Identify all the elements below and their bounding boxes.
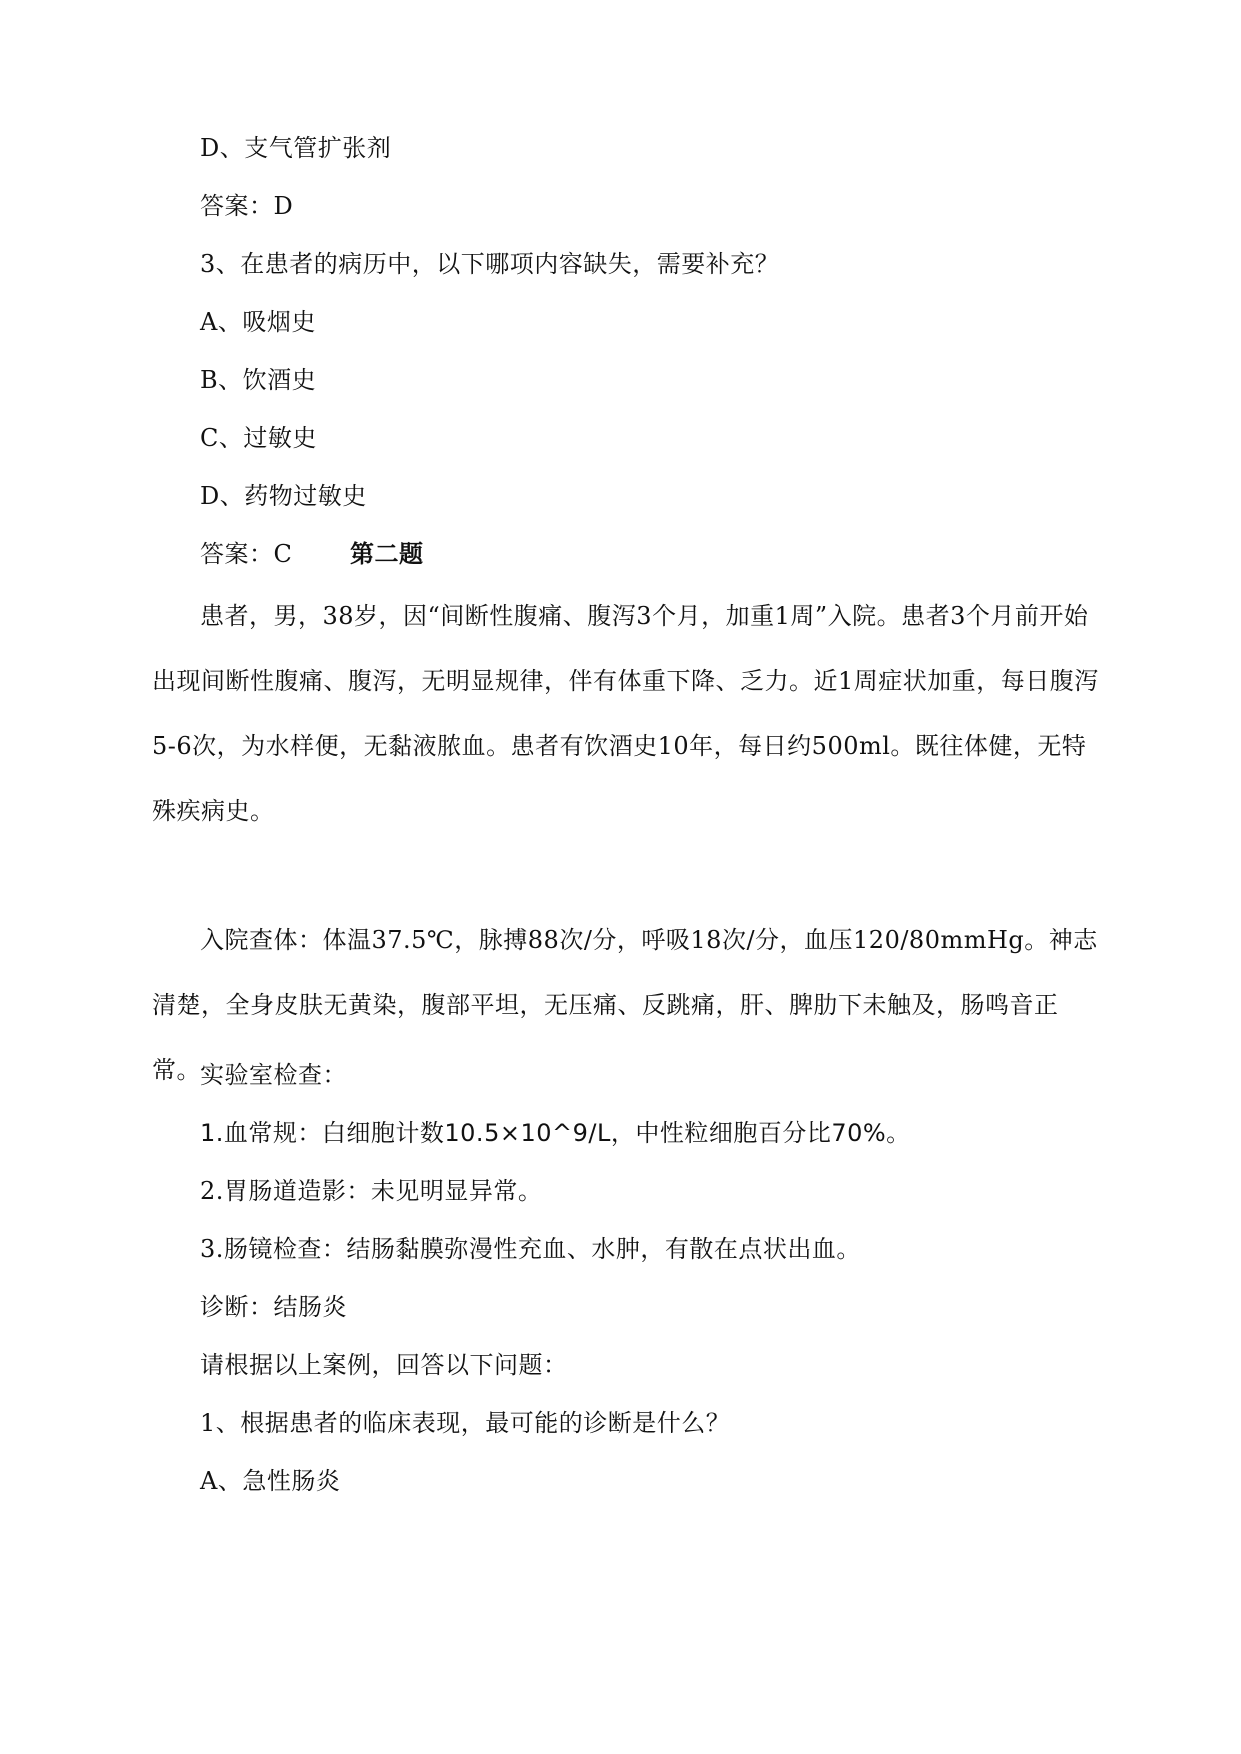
lab-item-2: 2.胃肠道造影：未见明显异常。: [200, 1177, 543, 1205]
question-3-option-d: D、药物过敏史: [200, 482, 367, 510]
lab-title: 实验室检查：: [200, 1061, 347, 1089]
question-3-stem: 3、在患者的病历中，以下哪项内容缺失，需要补充？: [200, 250, 780, 278]
question-3-answer: 答案：C: [200, 540, 293, 568]
question-3-option-b: B、饮酒史: [200, 366, 317, 394]
question-1-option-a: A、急性肠炎: [200, 1467, 341, 1495]
prev-answer: 答案：D: [200, 192, 294, 220]
question-3-option-c: C、过敏史: [200, 424, 317, 452]
lab-item-1: 1.血常规：白细胞计数10.5×10^9/L，中性粒细胞百分比70%。: [200, 1119, 911, 1147]
prev-option-d: D、支气管扩张剂: [200, 134, 392, 162]
case-history: 患者，男，38岁，因“间断性腹痛、腹泻3个月，加重1周”入院。患者3个月前开始出现间断性腹痛、腹泻，无明显规律，伴有体重下降、乏力。近1周症状加重，每日腹泻5-6次，为水样便，无黏液脓血。患者有饮酒史10年，每日约500ml。既往体健，无特殊疾病史。: [152, 602, 1099, 825]
case-physical-exam: 入院查体：体温37.5℃，脉搏88次/分，呼吸18次/分，血压120/80mmHg。神志清楚，全身皮肤无黄染，腹部平坦，无压痛、反跳痛，肝、脾肋下未触及，肠鸣音正常。: [152, 926, 1098, 1084]
section-heading: 第二题: [350, 540, 424, 568]
question-3-option-a: A、吸烟史: [200, 308, 316, 336]
lab-item-3: 3.肠镜检查：结肠黏膜弥漫性充血、水肿，有散在点状出血。: [200, 1235, 861, 1263]
question-1-stem: 1、根据患者的临床表现，最可能的诊断是什么？: [200, 1409, 731, 1437]
diagnosis: 诊断：结肠炎: [200, 1293, 347, 1321]
case-prompt: 请根据以上案例，回答以下问题：: [200, 1351, 568, 1379]
